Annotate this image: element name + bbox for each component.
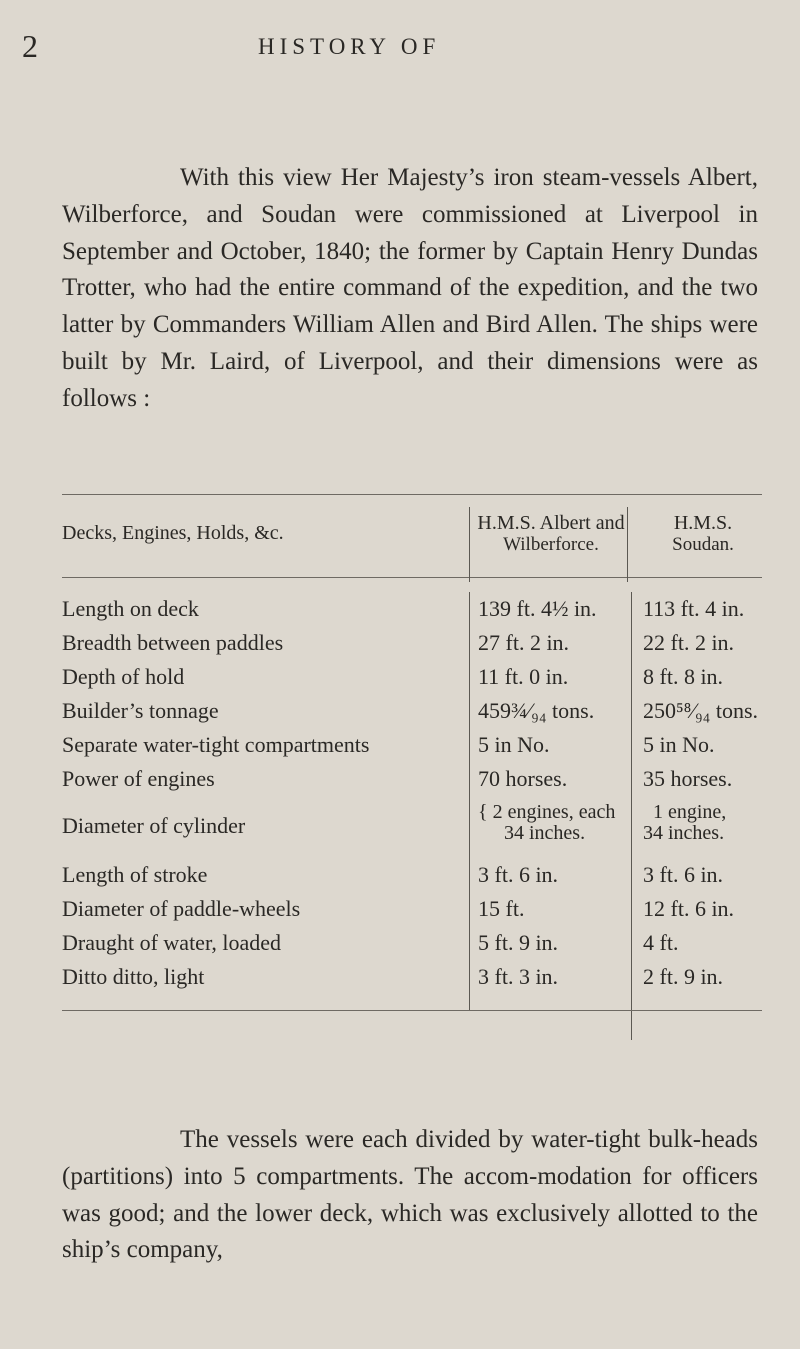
table-row — [0, 630, 800, 662]
soudan-value: 22 ft. 2 in. — [643, 630, 735, 655]
column-divider-2b — [631, 860, 632, 1040]
row-label: Length on deck — [62, 596, 199, 621]
column-divider-1b — [469, 860, 470, 1010]
table-row — [0, 766, 800, 798]
running-head: HISTORY OF — [258, 34, 441, 59]
soudan-value: 5 in No. — [643, 732, 715, 757]
albert-cylinder-line2: 34 inches. — [504, 822, 586, 844]
row-label: Diameter of cylinder — [62, 813, 246, 838]
albert-value: 3 ft. 6 in. — [478, 862, 559, 887]
table-header-left: Decks, Engines, Holds, &c. — [62, 522, 284, 544]
row-label: Depth of hold — [62, 664, 185, 689]
row-label: Draught of water, loaded — [62, 930, 282, 955]
soudan-cylinder-line2: 34 inches. — [643, 822, 725, 844]
albert-cylinder-line1: { 2 engines, each — [478, 801, 616, 823]
row-label: Length of stroke — [62, 862, 208, 887]
albert-value: 459¾⁄₉₄ tons. — [478, 698, 595, 723]
row-label: Power of engines — [62, 766, 215, 791]
albert-cylinder-value — [478, 802, 630, 844]
albert-value: 27 ft. 2 in. — [478, 630, 570, 655]
soudan-value: 35 horses. — [643, 766, 733, 791]
page-number: 2 — [22, 28, 38, 64]
albert-header-line2: Wilberforce. — [503, 534, 599, 555]
header-divider-1 — [469, 507, 470, 582]
albert-value: 5 ft. 9 in. — [478, 930, 559, 955]
albert-value: 15 ft. — [478, 896, 525, 921]
table-row — [0, 596, 800, 628]
page-header — [0, 28, 800, 68]
albert-value: 5 in No. — [478, 732, 550, 757]
closing-text: The vessels were each divided by water-tight bulk-heads (partitions) into 5 compartments. The accom-modation for officers was good; and the lower deck, which was exclusively allotted to the ship’s company, — [62, 1126, 758, 1264]
soudan-value: 12 ft. 6 in. — [643, 896, 735, 921]
table-row — [0, 964, 800, 996]
intro-text: With this view Her Majesty’s iron steam-vessels Albert, Wilberforce, and Soudan were commissioned at Liverpool in September and October, 1840; the former by Captain Henry Dundas Trotter, who had the entire command of the expedition, and the two latter by Commanders William Allen and Bird Allen. The ships were built by Mr. Laird, of Liverpool, and their dimensions were as follows : — [62, 164, 758, 412]
albert-header-line1: H.M.S. Albert and — [477, 512, 625, 534]
soudan-value: 3 ft. 6 in. — [643, 862, 724, 887]
soudan-value: 250⁵⁸⁄₉₄ tons. — [643, 698, 759, 723]
albert-value: 11 ft. 0 in. — [478, 664, 569, 689]
albert-value: 3 ft. 3 in. — [478, 964, 559, 989]
table-row — [0, 732, 800, 764]
albert-value: 139 ft. 4½ in. — [478, 596, 597, 621]
table-row — [0, 896, 800, 928]
table-header-albert — [476, 513, 626, 555]
row-label: Ditto ditto, light — [62, 964, 205, 989]
intro-paragraph — [62, 160, 758, 418]
table-row — [0, 930, 800, 962]
soudan-cylinder-value — [643, 802, 793, 844]
soudan-value: 113 ft. 4 in. — [643, 596, 745, 621]
soudan-value: 8 ft. 8 in. — [643, 664, 724, 689]
table-row — [0, 664, 800, 696]
row-label: Separate water-tight compartments — [62, 732, 370, 757]
table-row — [0, 862, 800, 894]
table-row — [0, 698, 800, 730]
table-header-soudan — [628, 513, 778, 555]
table-top-rule — [62, 494, 762, 495]
row-label: Breadth between paddles — [62, 630, 284, 655]
row-label: Builder’s tonnage — [62, 698, 219, 723]
header-divider-2 — [627, 507, 628, 582]
soudan-header-line2: Soudan. — [672, 534, 734, 555]
table-header-rule — [62, 577, 762, 578]
soudan-cylinder-line1: 1 engine, — [653, 801, 727, 823]
table-bottom-rule — [62, 1010, 762, 1011]
closing-paragraph — [62, 1122, 758, 1269]
soudan-header-line1: H.M.S. — [673, 512, 733, 534]
soudan-value: 2 ft. 9 in. — [643, 964, 724, 989]
albert-value: 70 horses. — [478, 766, 568, 791]
soudan-value: 4 ft. — [643, 930, 679, 955]
row-label: Diameter of paddle-wheels — [62, 896, 301, 921]
